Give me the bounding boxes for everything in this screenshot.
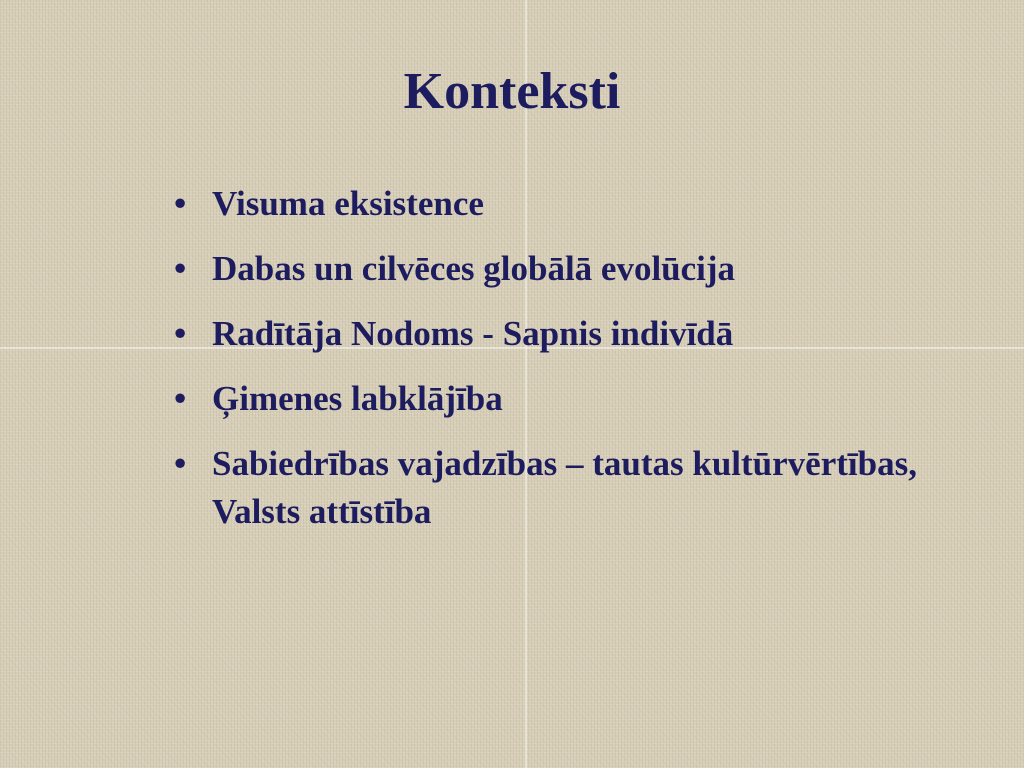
bullet-text: Sabiedrības vajadzības – tautas kultūrvērtības, Valsts attīstība (212, 444, 917, 531)
bullet-text: Dabas un cilvēces globālā evolūcija (212, 249, 736, 288)
bullet-item (170, 180, 930, 228)
bullet-dot-icon: • (174, 249, 187, 288)
bullet-item (170, 245, 930, 293)
bullet-dot-icon: • (174, 444, 187, 483)
bullet-text: Visuma eksistence (212, 184, 484, 223)
bullet-list (170, 180, 930, 553)
bullet-item (170, 375, 930, 423)
bullet-dot-icon: • (174, 314, 187, 353)
bullet-text: Radītāja Nodoms - Sapnis indivīdā (212, 314, 734, 353)
bullet-text: Ģimenes labklājība (212, 379, 503, 418)
slide-title: Konteksti (403, 63, 621, 120)
bullet-item (170, 310, 930, 358)
bullet-dot-icon: • (174, 379, 187, 418)
bullet-dot-icon: • (174, 184, 187, 223)
bullet-item (170, 440, 930, 536)
